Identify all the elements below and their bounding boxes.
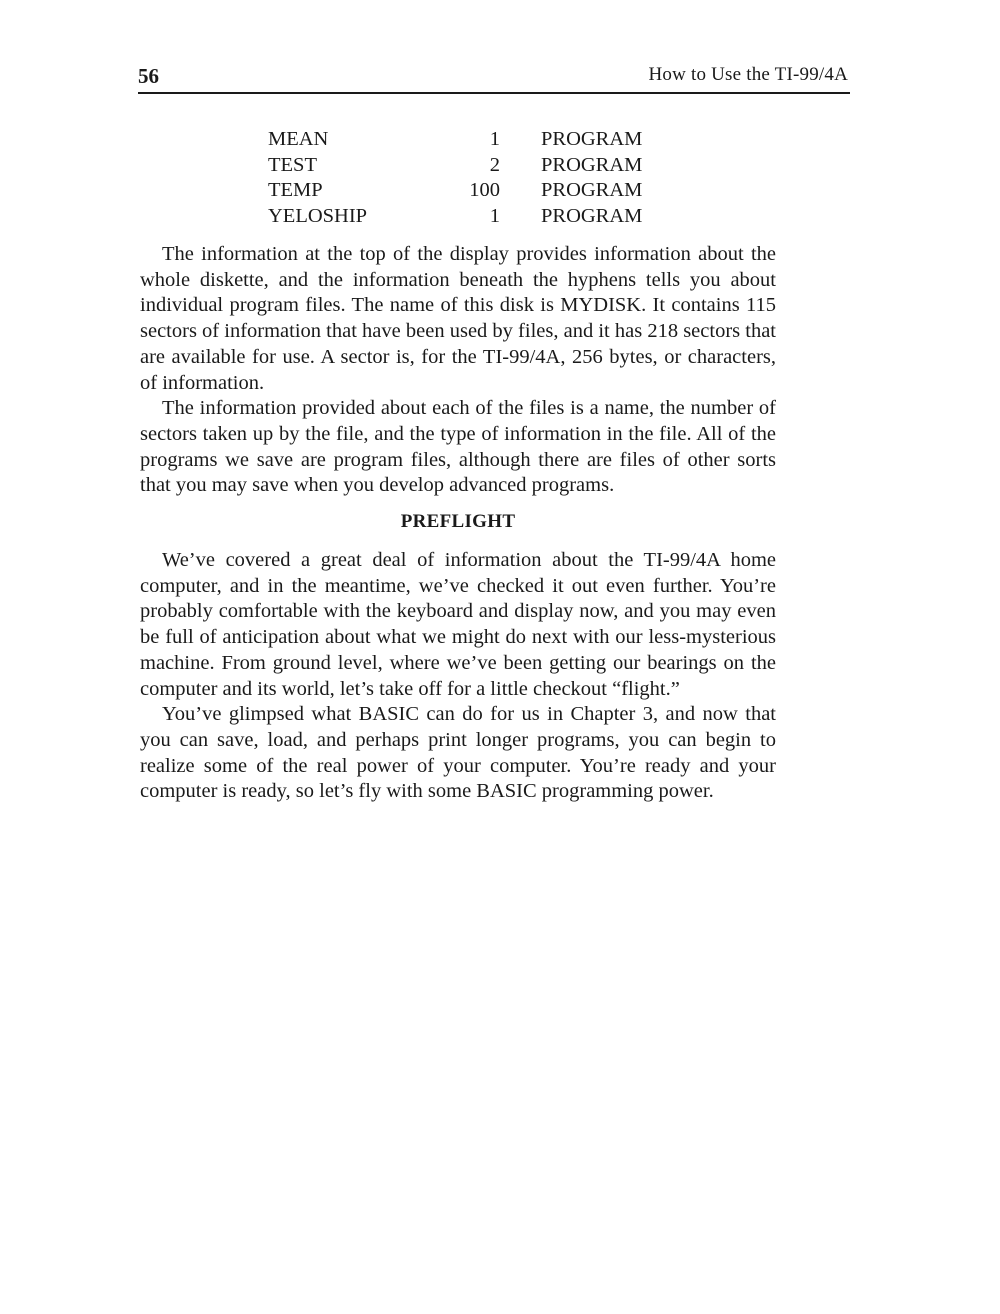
file-sectors: 1	[489, 204, 500, 227]
file-type: PROGRAM	[541, 128, 643, 150]
file-name: YELOSHIP	[268, 204, 368, 227]
paragraph: The information at the top of the display provides information about the whole diskette, and the information beneath the hyphens tells you about individual program files. The name of this disk is MYDISK. It contains 115 sectors of information that have been used by files, and it has 218 sectors that are available for use. A sector is, for the TI-99/4A, 256 bytes, or characters, of information.	[140, 243, 776, 394]
running-title: How to Use the TI-99/4A	[648, 64, 848, 85]
paragraph: The information provided about each of the files is a name, the number of sectors taken up by the file, and the type of information in the file. All of the programs we save are program files, although there are files of other sorts that you may save when you develop advanced programs.	[140, 397, 776, 497]
body-text-bottom	[140, 548, 776, 805]
body-text-top	[140, 242, 776, 499]
table-row	[268, 204, 668, 230]
table-row	[268, 127, 668, 153]
paragraph: You’ve glimpsed what BASIC can do for us in Chapter 3, and now that you can save, load, and perhaps print longer programs, you can begin to realize some of the real power of your computer. You’re ready and your computer is ready, so let’s fly with some BASIC programming power.	[140, 703, 776, 803]
file-name: TEMP	[268, 179, 323, 201]
file-name: MEAN	[268, 128, 329, 150]
table-row	[268, 153, 668, 179]
file-listing-table	[268, 127, 668, 229]
section-heading: PREFLIGHT	[400, 511, 516, 532]
page-number: 56	[138, 64, 159, 88]
file-name: TEST	[268, 153, 317, 176]
file-sectors: 2	[489, 153, 500, 176]
table-row	[268, 178, 668, 204]
file-type: PROGRAM	[541, 153, 643, 176]
paragraph: We’ve covered a great deal of information about the TI-99/4A home computer, and in the meantime, we’ve checked it out even further. You’re probably comfortable with the keyboard and display now, and you may even be full of anticipation about what we might do next with our less-mysterious machine. From ground level, where we’ve been getting our bearings on the computer and its world, let’s take off for a little checkout “flight.”	[140, 549, 776, 700]
file-type: PROGRAM	[541, 204, 643, 227]
header-rule	[138, 92, 850, 94]
file-sectors: 100	[469, 179, 500, 201]
file-sectors: 1	[489, 128, 500, 150]
file-type: PROGRAM	[541, 179, 643, 201]
